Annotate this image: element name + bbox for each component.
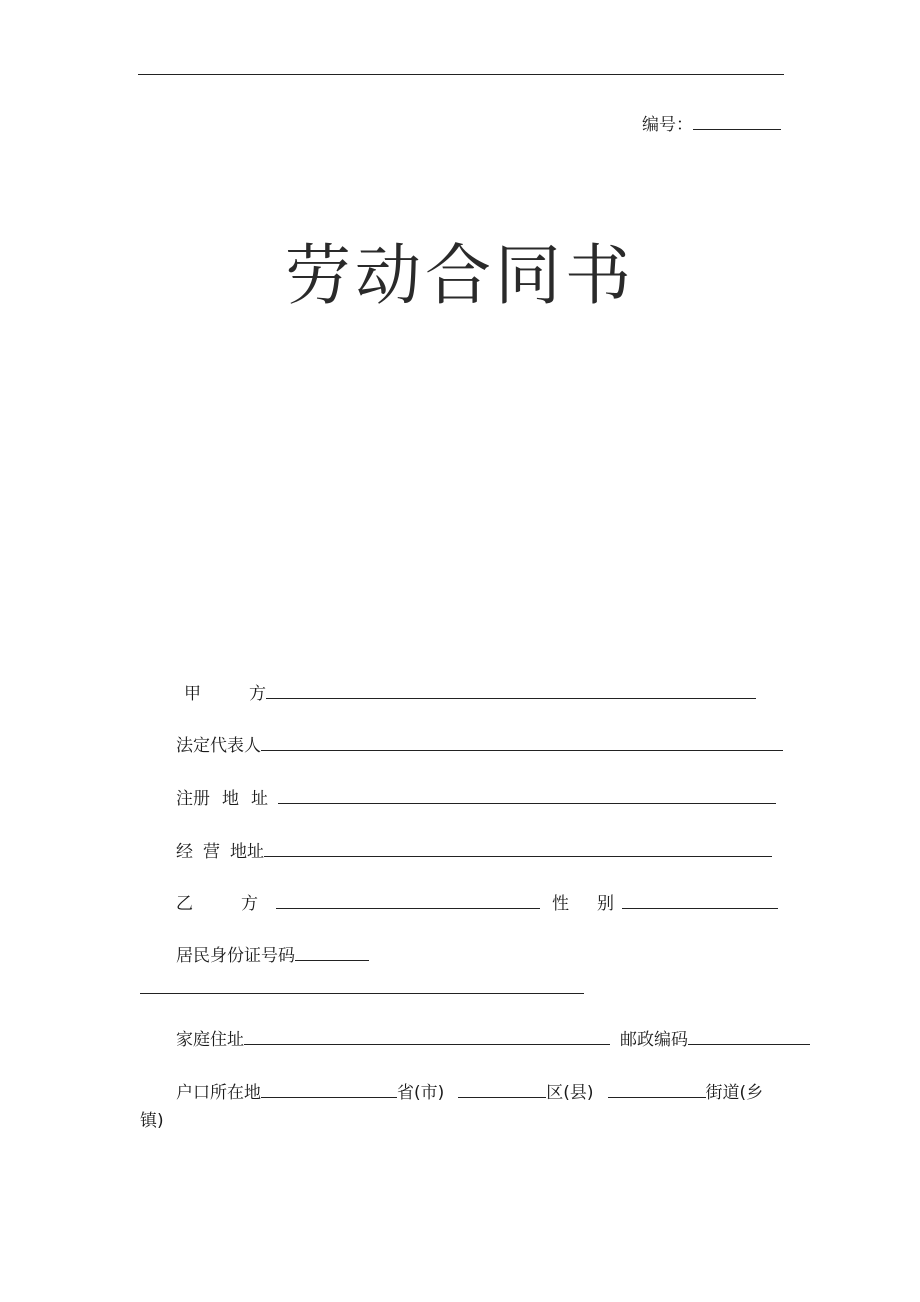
party-a-row — [184, 681, 756, 704]
home-address-label: 家庭住址 — [176, 1030, 244, 1050]
gender-label-char2: 别 — [597, 894, 614, 914]
postal-code-blank[interactable] — [688, 1027, 810, 1045]
legal-rep-blank[interactable] — [261, 733, 783, 751]
legal-rep-row — [176, 733, 783, 756]
party-a-label-char2: 方 — [249, 684, 266, 704]
hukou-row — [176, 1080, 763, 1103]
contract-number-blank[interactable] — [693, 112, 781, 130]
hukou-district-label: 区(县) — [546, 1083, 594, 1103]
reg-address-label-p2: 地 — [222, 789, 239, 809]
biz-address-label-p3: 地址 — [230, 842, 264, 862]
gender-label-char1: 性 — [552, 894, 569, 914]
id-number-row — [176, 943, 369, 966]
biz-address-label-p1: 经 — [176, 842, 193, 862]
biz-address-label-p2: 营 — [203, 842, 220, 862]
reg-address-blank[interactable] — [278, 786, 776, 804]
header-rule — [138, 74, 784, 75]
reg-address-label-p3: 址 — [251, 789, 268, 809]
id-number-label: 居民身份证号码 — [176, 946, 295, 966]
contract-number-label: 编号： — [642, 115, 693, 135]
home-address-blank[interactable] — [244, 1027, 610, 1045]
party-a-blank[interactable] — [266, 681, 756, 699]
party-b-blank[interactable] — [276, 891, 540, 909]
legal-rep-label: 法定代表人 — [176, 736, 261, 756]
party-b-label-char1: 乙 — [176, 894, 193, 914]
reg-address-label-p1: 注册 — [176, 789, 210, 809]
hukou-province-label: 省(市) — [397, 1083, 445, 1103]
hukou-town-label: 镇) — [140, 1111, 164, 1131]
hukou-label: 户口所在地 — [176, 1083, 261, 1103]
hukou-street-label: 街道(乡 — [705, 1083, 764, 1103]
home-address-row — [176, 1027, 810, 1050]
id-number-blank[interactable] — [295, 943, 369, 961]
party-b-label-char2: 方 — [241, 894, 258, 914]
document-title: 劳动合同书 — [285, 237, 635, 314]
biz-address-blank[interactable] — [264, 839, 772, 857]
hukou-province-blank[interactable] — [261, 1080, 397, 1098]
id-number-continuation-line[interactable] — [140, 993, 584, 994]
party-a-label-char1: 甲 — [184, 684, 201, 704]
gender-blank[interactable] — [622, 891, 778, 909]
contract-number — [642, 112, 781, 135]
hukou-district-blank[interactable] — [458, 1080, 546, 1098]
hukou-street-blank[interactable] — [608, 1080, 706, 1098]
biz-address-row — [176, 839, 772, 862]
postal-code-label: 邮政编码 — [620, 1030, 688, 1050]
reg-address-row — [176, 786, 776, 809]
party-b-row — [176, 891, 778, 914]
